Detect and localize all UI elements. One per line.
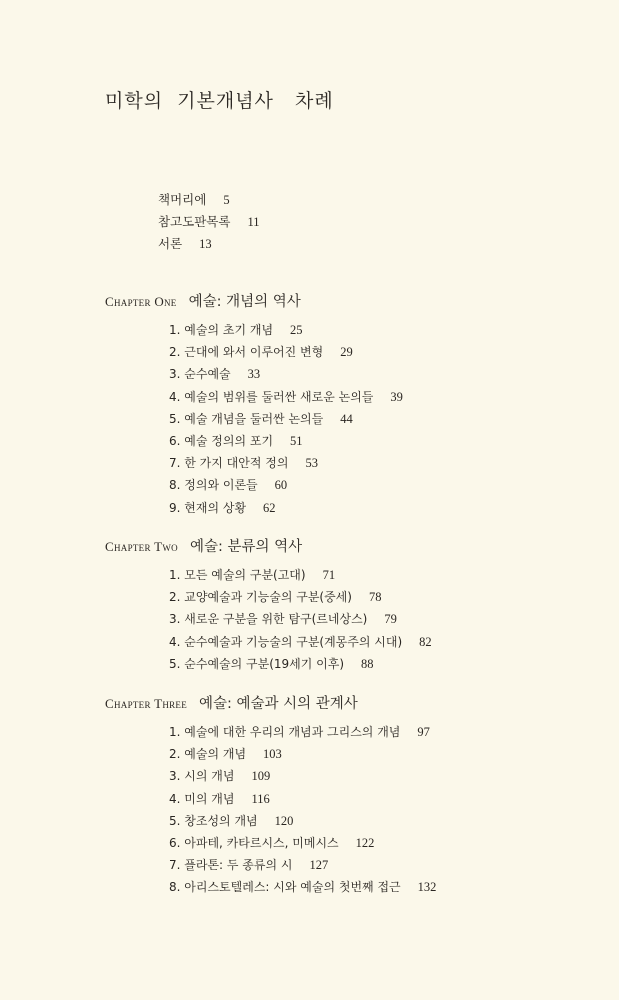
- toc-entry: [169, 743, 436, 765]
- chapter-title: 예술: 분류의 역사: [189, 539, 303, 555]
- toc-entry: [158, 189, 260, 211]
- toc-entry-label: 1. 예술에 대한 우리의 개념과 그리스의 개념: [169, 725, 401, 739]
- toc-entry-page: 122: [355, 835, 375, 850]
- toc-entry: [158, 211, 260, 233]
- toc-entry-label: 서론: [158, 236, 183, 251]
- toc-entry: [169, 408, 403, 430]
- toc-entry-page: 25: [290, 323, 303, 337]
- toc-entry-page: 11: [247, 215, 260, 229]
- toc-entry-page: 29: [340, 345, 353, 360]
- toc-entry: [169, 810, 436, 832]
- toc-entry-label: 3. 새로운 구분을 위한 탐구(르네상스): [169, 612, 368, 627]
- toc-entry-label: 1. 모든 예술의 구분(고대): [169, 568, 306, 582]
- toc-entry: [169, 832, 436, 854]
- toc-entry: [169, 474, 403, 496]
- toc-entry: [169, 631, 432, 653]
- toc-entry: [169, 854, 436, 876]
- chapter-heading: [105, 288, 403, 314]
- chapter-three-section: [105, 690, 436, 899]
- toc-entry-label: 4. 예술의 범위를 둘러싼 새로운 논의들: [169, 389, 374, 404]
- toc-entry-page: 71: [322, 568, 336, 582]
- toc-entry-label: 7. 한 가지 대안적 정의: [169, 456, 289, 471]
- toc-entry-page: 109: [251, 769, 271, 784]
- toc-entry: [169, 497, 403, 519]
- toc-entry-page: 127: [309, 858, 329, 873]
- chapter-label: Chapter Two: [105, 539, 178, 554]
- toc-entry-label: 7. 플라톤: 두 종류의 시: [169, 858, 293, 873]
- toc-entry: [169, 586, 432, 608]
- toc-entry-label: 8. 정의와 이론들: [169, 478, 258, 493]
- toc-entry: [169, 452, 403, 474]
- toc-entry-label: 4. 미의 개념: [169, 791, 235, 806]
- toc-entry-page: 39: [390, 389, 403, 404]
- toc-entry: [169, 386, 403, 408]
- chapter-one-section: [105, 288, 403, 519]
- toc-entry: [169, 363, 403, 385]
- toc-entry-label: 8. 아리스토텔레스: 시와 예술의 첫번째 접근: [169, 880, 401, 895]
- toc-entry-page: 13: [199, 237, 212, 251]
- toc-entry-label: 6. 아파테, 카타르시스, 미메시스: [169, 835, 339, 850]
- toc-entry-label: 3. 시의 개념: [169, 769, 235, 784]
- chapter-label: Chapter Three: [105, 696, 188, 711]
- chapter-title: 예술: 개념의 역사: [188, 294, 301, 310]
- toc-entry-label: 3. 순수예술: [169, 367, 231, 382]
- toc-entry: [169, 564, 432, 586]
- toc-entry-label: 6. 예술 정의의 포기: [169, 433, 274, 448]
- toc-entry-page: 97: [417, 725, 430, 739]
- chapter-heading: [105, 533, 432, 559]
- toc-entry-label: 9. 현재의 상황: [169, 500, 247, 515]
- toc-entry: [169, 319, 403, 341]
- toc-entry-label: 4. 순수예술과 기능술의 구분(계몽주의 시대): [169, 634, 403, 649]
- toc-entry-label: 2. 근대에 와서 이루어진 변형: [169, 345, 324, 360]
- toc-entry-page: 78: [368, 590, 382, 605]
- toc-entry: [169, 721, 436, 743]
- toc-entry: [158, 233, 260, 255]
- toc-entry-label: 5. 순수예술의 구분(19세기 이후): [169, 656, 345, 671]
- toc-entry-page: 116: [251, 791, 270, 806]
- toc-entry-page: 88: [361, 656, 374, 671]
- toc-entry-page: 44: [340, 411, 353, 426]
- toc-entry-page: 120: [274, 813, 294, 828]
- toc-entry-page: 60: [274, 478, 288, 493]
- toc-entry-page: 51: [290, 433, 303, 448]
- toc-entry-label: 5. 창조성의 개념: [169, 813, 258, 828]
- toc-entry-label: 참고도판목록: [158, 214, 231, 229]
- chapter-heading: [105, 690, 436, 716]
- toc-entry-page: 79: [384, 612, 397, 627]
- toc-entry-label: 2. 예술의 개념: [169, 747, 247, 762]
- toc-entry-label: 5. 예술 개념을 둘러싼 논의들: [169, 411, 324, 426]
- toc-entry: [169, 788, 436, 810]
- toc-entry-page: 33: [247, 367, 261, 382]
- toc-entry-label: 책머리에: [158, 192, 207, 207]
- toc-entry: [169, 653, 432, 675]
- chapter-label: Chapter One: [105, 294, 177, 309]
- toc-entry-page: 62: [263, 500, 276, 515]
- toc-entry-label: 2. 교양예술과 기능술의 구분(중세): [169, 590, 352, 605]
- chapter-entry-list: [169, 564, 432, 675]
- toc-entry-page: 82: [419, 634, 432, 649]
- toc-entry-page: 53: [305, 456, 318, 471]
- toc-entry: [169, 430, 403, 452]
- toc-entry-label: 1. 예술의 초기 개념: [169, 323, 274, 337]
- chapter-entry-list: [169, 721, 436, 899]
- toc-entry: [169, 608, 432, 630]
- toc-entry: [169, 341, 403, 363]
- toc-entry: [169, 765, 436, 787]
- toc-entry-page: 103: [263, 747, 282, 762]
- chapter-two-section: [105, 533, 432, 675]
- chapter-title: 예술: 예술과 시의 관계사: [199, 696, 358, 712]
- toc-entry-page: 5: [223, 193, 230, 207]
- toc-entry-page: 132: [417, 880, 437, 895]
- front-matter-list: [158, 189, 260, 255]
- toc-entry: [169, 876, 436, 898]
- page-title: 미학의 기본개념사 차례: [105, 90, 334, 112]
- chapter-entry-list: [169, 319, 403, 519]
